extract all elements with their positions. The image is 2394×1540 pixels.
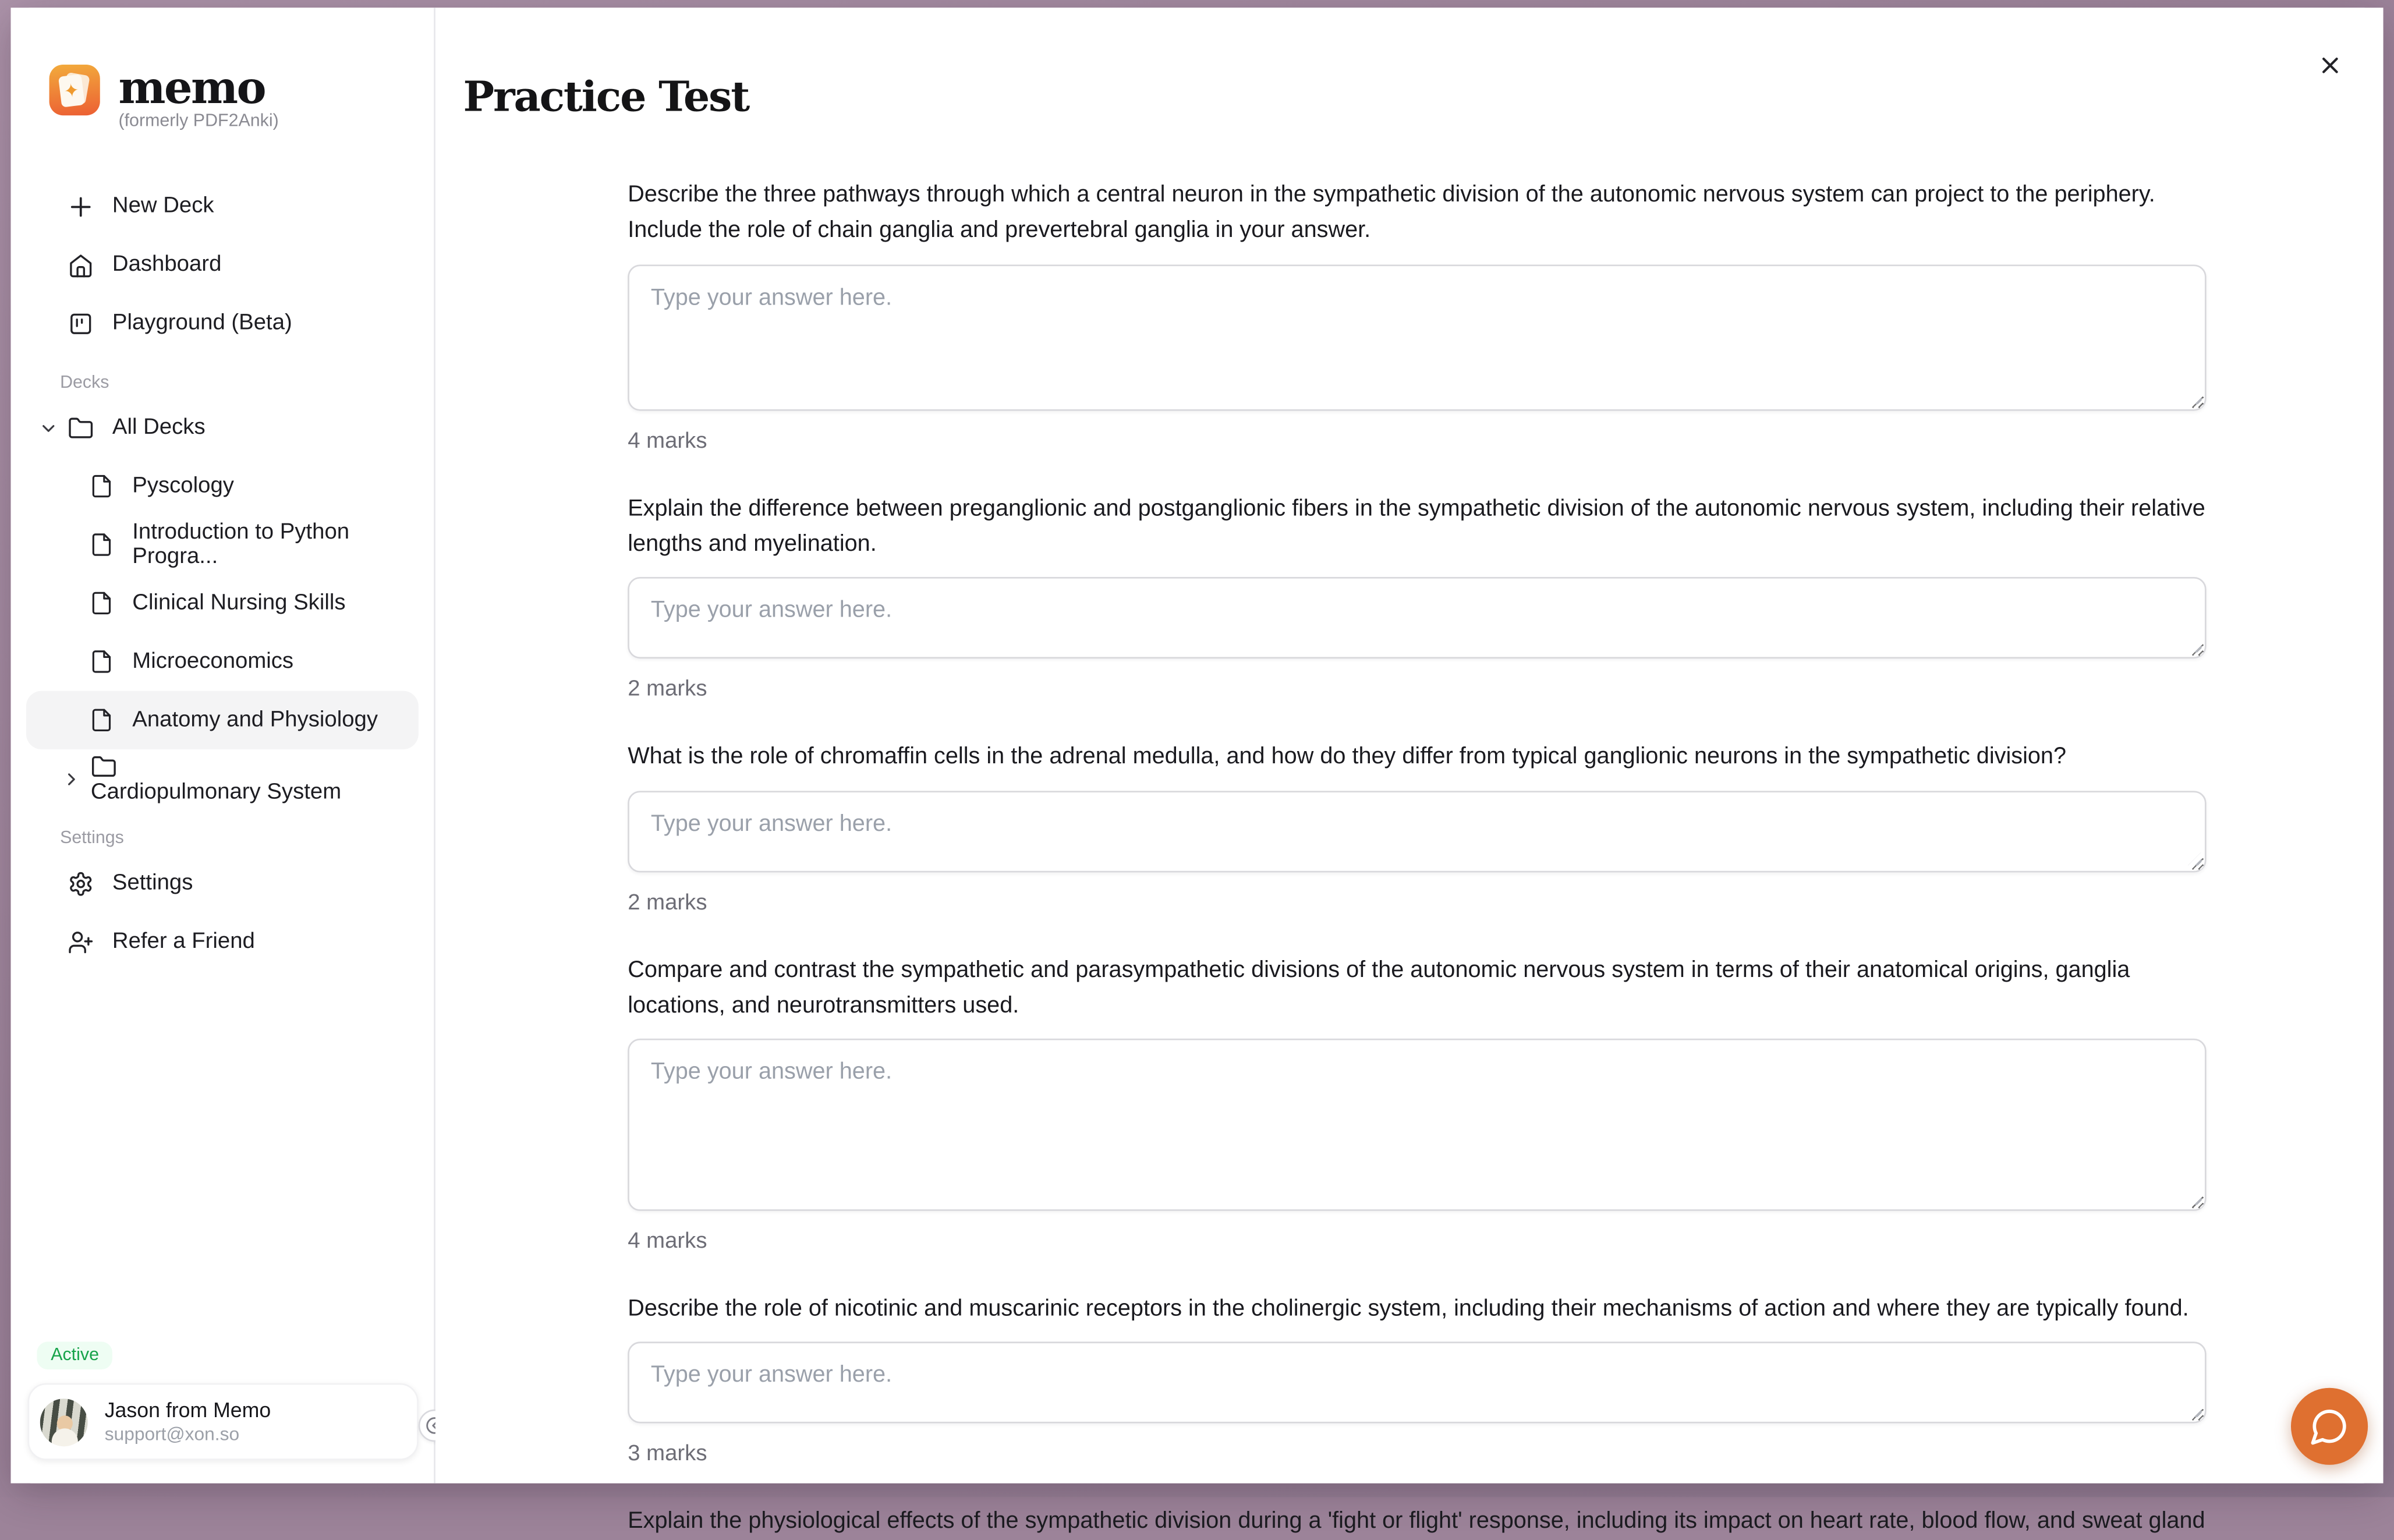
close-icon bbox=[2317, 52, 2343, 78]
answer-input-4[interactable] bbox=[628, 1039, 2206, 1211]
deck-label: Microeconomics bbox=[132, 649, 294, 674]
close-button[interactable] bbox=[2306, 41, 2352, 87]
question-list bbox=[628, 177, 2206, 1540]
plus-icon bbox=[68, 193, 94, 220]
sparkle-icon: ✦ bbox=[62, 79, 81, 102]
user-name: Jason from Memo bbox=[104, 1399, 271, 1422]
new-deck-button[interactable] bbox=[26, 177, 419, 235]
folder-icon bbox=[68, 415, 94, 441]
question-text: Explain the difference between preganglionic and postganglionic fibers in the sympathetic division of the autonomic nervous system, including their relative lengths and myelination. bbox=[628, 495, 2205, 557]
deck-item-microeconomics[interactable] bbox=[26, 632, 419, 691]
user-email: support@xon.so bbox=[104, 1423, 240, 1445]
deck-item-clinical-nursing[interactable] bbox=[26, 574, 419, 632]
sidebar-item-all-decks[interactable] bbox=[26, 398, 419, 456]
avatar bbox=[40, 1398, 88, 1446]
sidebar-item-refer-a-friend[interactable] bbox=[26, 912, 419, 971]
question-block-3 bbox=[628, 739, 2206, 915]
settings-section-label: Settings bbox=[60, 829, 124, 848]
question-text: Describe the role of nicotinic and muscarinic receptors in the cholinergic system, including their mechanisms of action and where they are typically found. bbox=[628, 1295, 2189, 1322]
deck-label: Clinical Nursing Skills bbox=[132, 590, 346, 616]
chevron-down-icon[interactable] bbox=[38, 417, 58, 437]
chevron-right-icon[interactable] bbox=[62, 769, 82, 788]
home-icon bbox=[68, 252, 94, 278]
logo-card-front-icon bbox=[58, 74, 85, 107]
file-icon bbox=[89, 649, 114, 674]
app-window bbox=[10, 8, 2383, 1535]
folder-icon bbox=[91, 753, 341, 780]
sidebar-footer bbox=[10, 1340, 434, 1460]
brand bbox=[49, 61, 434, 131]
sidebar-item-settings[interactable] bbox=[26, 854, 419, 912]
answer-input-2[interactable] bbox=[628, 578, 2206, 659]
support-chat-button[interactable] bbox=[2291, 1388, 2368, 1465]
question-text: Explain the physiological effects of the sympathetic division during a 'fight or flight' response, including its impact on heart rate, blood flow, and sweat gland bbox=[628, 1509, 2205, 1535]
deck-label: Introduction to Python Progra... bbox=[132, 520, 350, 569]
question-text: What is the role of chromaffin cells in the adrenal medulla, and how do they differ from typical ganglionic neurons in the sympathetic division? bbox=[628, 744, 2067, 770]
question-block-6 bbox=[628, 1504, 2206, 1540]
sidebar bbox=[10, 8, 435, 1483]
answer-input-1[interactable] bbox=[628, 264, 2206, 410]
sidebar-item-playground[interactable] bbox=[26, 294, 419, 352]
brand-subtitle: (formerly PDF2Anki) bbox=[118, 112, 279, 131]
question-text: Compare and contrast the sympathetic and parasympathetic divisions of the autonomic nervous system in terms of their anatomical origins, ganglia locations, and neurotransmitters used. bbox=[628, 956, 2130, 1019]
marks-label: 2 marks bbox=[628, 890, 707, 915]
user-card[interactable] bbox=[28, 1383, 419, 1460]
folder-label: Cardiopulmonary System bbox=[90, 779, 342, 804]
deck-item-python[interactable] bbox=[26, 515, 419, 573]
question-block-1 bbox=[628, 177, 2206, 454]
dashboard-label: Dashboard bbox=[112, 252, 222, 277]
file-icon bbox=[89, 708, 114, 732]
sidebar-item-dashboard[interactable] bbox=[26, 235, 419, 293]
sidebar-nav bbox=[10, 177, 434, 971]
answer-input-3[interactable] bbox=[628, 790, 2206, 872]
memo-logo-icon bbox=[49, 65, 100, 115]
chat-bubble-icon bbox=[2310, 1406, 2350, 1446]
marks-label: 4 marks bbox=[628, 429, 707, 454]
status-badge: Active bbox=[37, 1341, 112, 1369]
refer-label: Refer a Friend bbox=[112, 929, 255, 954]
question-text: Describe the three pathways through which a central neuron in the sympathetic division of the autonomic nervous system can project to the periphery. Include the role of chain ganglia and prevertebral ganglia in your answer. bbox=[628, 182, 2155, 244]
deck-label: Pyscology bbox=[132, 473, 234, 499]
marks-label: 2 marks bbox=[628, 677, 707, 702]
deck-label: Anatomy and Physiology bbox=[132, 707, 378, 732]
new-deck-label: New Deck bbox=[112, 193, 214, 219]
file-icon bbox=[89, 474, 114, 498]
question-block-5 bbox=[628, 1291, 2206, 1467]
question-block-2 bbox=[628, 490, 2206, 702]
settings-label: Settings bbox=[112, 870, 193, 896]
marks-label: 4 marks bbox=[628, 1229, 707, 1255]
brand-name: memo bbox=[118, 61, 265, 114]
practice-test-panel bbox=[435, 8, 2384, 1535]
gear-icon bbox=[68, 870, 94, 896]
file-icon bbox=[89, 532, 114, 557]
page-title: Practice Test bbox=[463, 74, 749, 122]
all-decks-label: All Decks bbox=[112, 415, 206, 440]
question-block-4 bbox=[628, 952, 2206, 1255]
sidebar-item-cardiopulmonary-folder[interactable] bbox=[26, 749, 419, 808]
deck-item-pyscology[interactable] bbox=[26, 457, 419, 515]
playground-label: Playground (Beta) bbox=[112, 310, 292, 336]
deck-item-anatomy-physiology-selected[interactable] bbox=[26, 691, 419, 749]
playground-board-icon bbox=[68, 310, 94, 337]
answer-input-5[interactable] bbox=[628, 1343, 2206, 1424]
decks-section-label: Decks bbox=[60, 374, 109, 392]
file-icon bbox=[89, 591, 114, 615]
user-plus-icon bbox=[68, 929, 94, 955]
marks-label: 3 marks bbox=[628, 1442, 707, 1467]
